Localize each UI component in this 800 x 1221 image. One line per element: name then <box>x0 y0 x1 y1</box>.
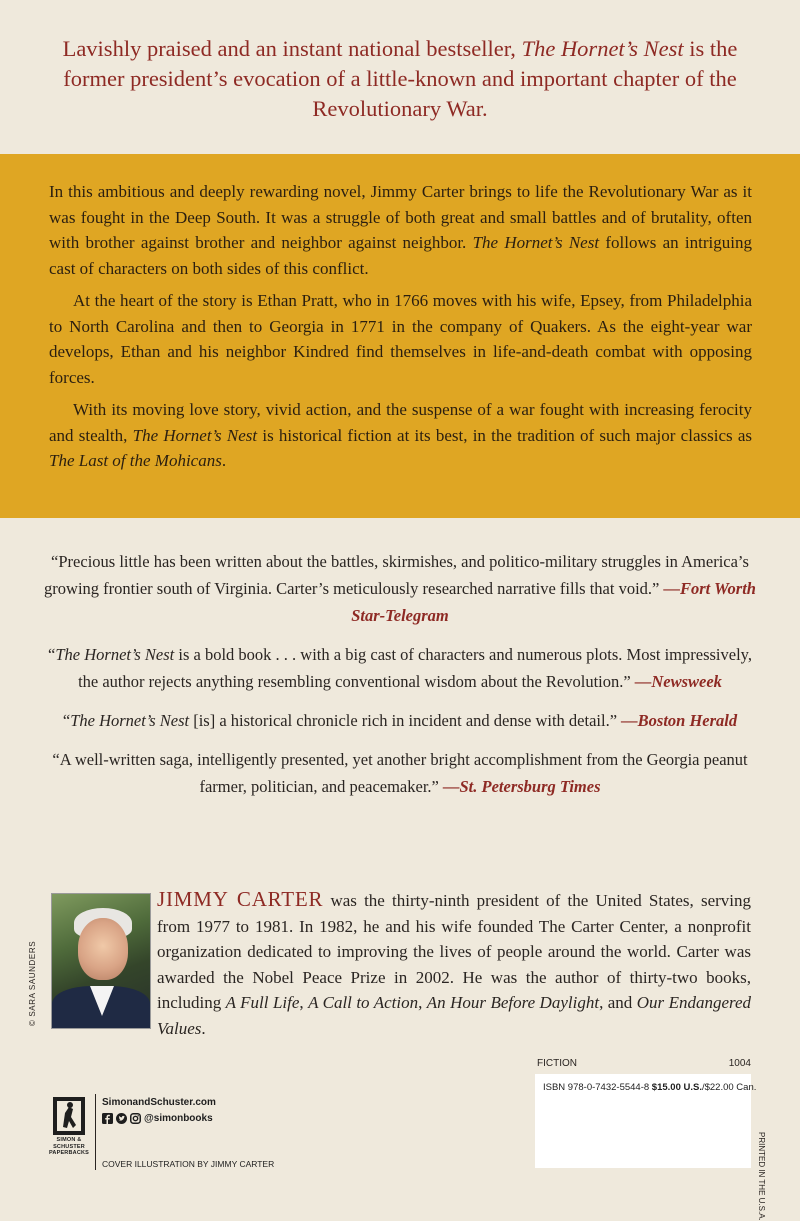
instagram-icon[interactable] <box>130 1113 141 1124</box>
bio-book-title: A Call to Action <box>308 993 419 1012</box>
bio-text: , <box>299 993 309 1012</box>
quote-book-title: The Hornet’s Nest <box>70 711 190 730</box>
quote-mark: “ <box>48 645 56 664</box>
description-paragraph-3 <box>49 397 752 474</box>
twitter-icon[interactable] <box>116 1113 127 1124</box>
category-label: FICTION <box>537 1058 577 1069</box>
description-text: . <box>221 451 227 470</box>
quote-text: [is] a historical chronicle rich in incident and dense with detail.” <box>189 711 622 730</box>
quote-mark: “ <box>62 711 71 730</box>
quote-source: —St. Petersburg Times <box>443 777 601 796</box>
category-code: 1004 <box>728 1058 751 1069</box>
isbn-line <box>543 1082 757 1093</box>
quote-source: —Fort Worth Star-Telegram <box>351 579 756 625</box>
description-text: With its moving love story, vivid action, and the suspense of a war fought with increasing ferocity and stealth, <box>49 400 752 445</box>
category-line <box>537 1058 751 1069</box>
quote-book-title: The Hornet’s Nest <box>55 645 175 664</box>
quote-source: —Boston Herald <box>621 711 738 730</box>
publisher-logo-text: SIMON & SCHUSTER PAPERBACKS <box>48 1137 90 1156</box>
facebook-icon[interactable] <box>102 1113 113 1124</box>
price-canada: /$22.00 Can. <box>701 1082 757 1093</box>
review-quotes <box>40 548 760 812</box>
description-text: follows an intriguing cast of characters on both sides of this conflict. <box>49 233 752 278</box>
publisher-website[interactable]: SimonandSchuster.com <box>102 1097 216 1108</box>
isbn-number: ISBN 978-0-7432-5544-8 <box>543 1082 652 1093</box>
cover-credit: COVER ILLUSTRATION BY JIMMY CARTER <box>102 1159 275 1169</box>
tagline-book-title: The Hornet’s Nest <box>521 36 684 61</box>
quote-source: —Newsweek <box>634 672 722 691</box>
review-quote <box>40 641 760 695</box>
bio-book-title: Our Endangered Values <box>157 993 752 1038</box>
review-quote <box>40 707 760 734</box>
price-us: $15.00 U.S. <box>651 1082 702 1093</box>
photo-credit: © SARA SAUNDERS <box>28 940 37 1026</box>
book-description <box>49 179 752 481</box>
photo-spacer <box>51 887 157 1031</box>
description-book-title: The Hornet’s Nest <box>132 425 258 445</box>
social-links <box>102 1113 213 1124</box>
tagline <box>40 34 760 124</box>
review-quote <box>40 746 760 800</box>
bio-book-title: A Full Life <box>225 993 300 1012</box>
description-text: is historical fiction at its best, in the tradition of such major classics as <box>257 425 752 445</box>
description-text: In this ambitious and deeply rewarding novel, Jimmy Carter brings to life the Revolutionary War as it was fought in the Deep South. It was a struggle of both great and small battles and of brutality, often with brother against brother and neighbor against neighbor. <box>49 182 752 252</box>
publisher-sower-logo-icon <box>49 1095 89 1169</box>
description-paragraph-1 <box>49 179 752 281</box>
bio-text: . <box>201 1018 206 1038</box>
tagline-text-2: is the former president’s evocation of a little-known and important chapter of the Revolutionary War. <box>63 36 738 121</box>
description-paragraph-2: At the heart of the story is Ethan Pratt, who in 1766 moves with his wife, Epsey, from Philadelphia to North Carolina and then to Georgia in 1771 in the company of Quakers. As the eight-year war develops, Ethan and his neighbor Kindred find themselves in life-and-death combat with opposing forces. <box>49 291 752 387</box>
social-handle[interactable]: @simonbooks <box>144 1113 213 1124</box>
quote-text: “Precious little has been written about the battles, skirmishes, and politico-military struggles in America’s growing frontier south of Virginia. Carter’s meticulously researched narrative fills that void.” <box>44 552 749 598</box>
bio-text: was the thirty-ninth president of the United States, serving from 1977 to 1981. In 1982, he and his wife founded The Carter Center, a nonprofit organization dedicated to improving the lives of people around the world. Carter was awarded the Nobel Peace Prize in 2002. He was the author of thirty-two books, including <box>157 891 751 1012</box>
description-book-title: The Hornet’s Nest <box>472 233 600 252</box>
tagline-text-1: Lavishly praised and an instant national bestseller, <box>62 36 522 61</box>
divider <box>95 1094 96 1170</box>
bio-text: , <box>418 993 427 1012</box>
bio-text: , and <box>599 993 637 1012</box>
description-reference-title: The Last of the Mohicans <box>49 451 222 470</box>
quote-text: “A well-written saga, intelligently presented, yet another bright accomplishment from the Georgia peanut farmer, politician, and peacemaker.” <box>52 750 748 796</box>
printed-in-label: PRINTED IN THE U.S.A. <box>757 1132 766 1221</box>
review-quote <box>40 548 760 629</box>
quote-text: is a bold book . . . with a big cast of characters and numerous plots. Most impressively, the author rejects anything resembling conventional wisdom about the Revolution.” <box>78 645 752 691</box>
bio-book-title: An Hour Before Daylight <box>426 993 600 1012</box>
author-name: JIMMY CARTER <box>157 887 324 911</box>
author-bio <box>51 887 751 1041</box>
